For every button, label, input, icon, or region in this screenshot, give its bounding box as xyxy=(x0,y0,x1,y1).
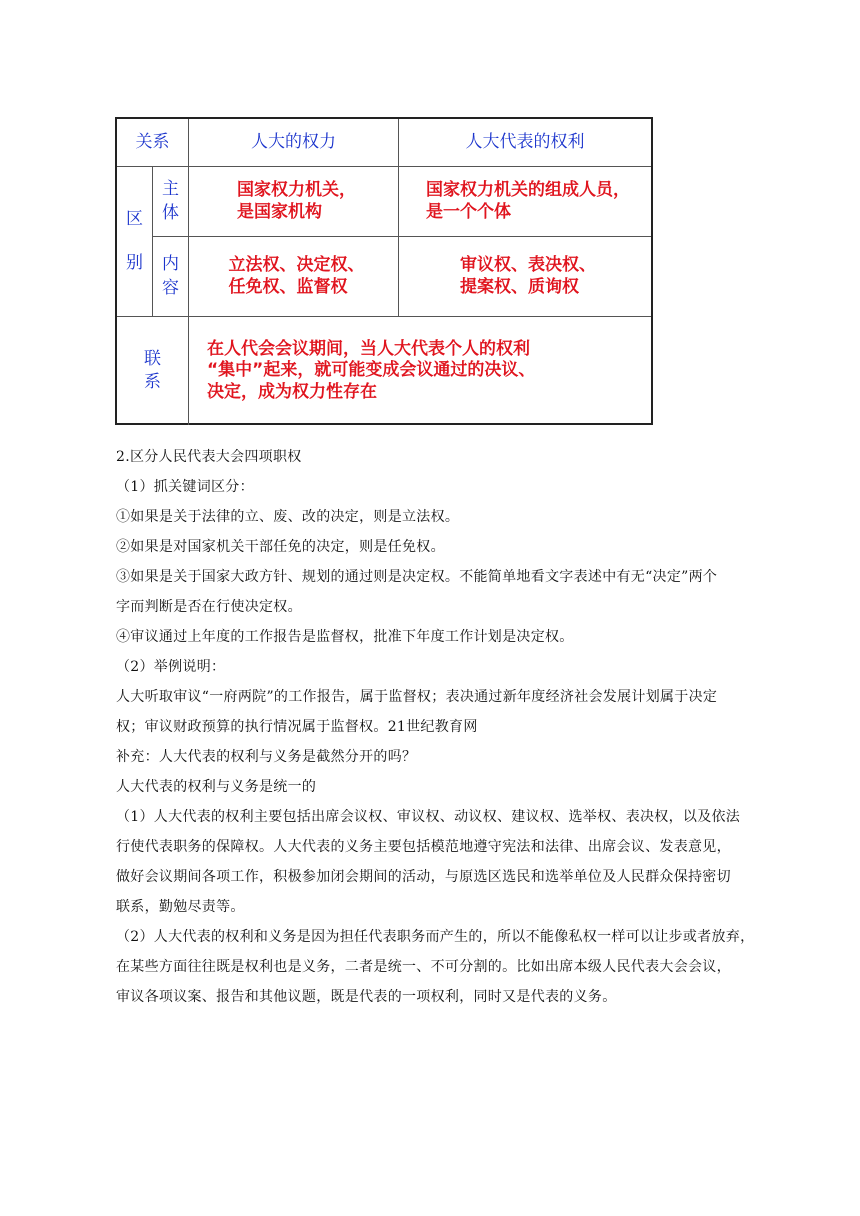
subject-label-char: 主 xyxy=(162,179,179,200)
comparison-table xyxy=(115,117,653,425)
header-deputy-right: 人大代表的权利 xyxy=(465,131,585,152)
paragraph-line: 权；审议财政预算的执行情况属于监督权。21世纪教育网 xyxy=(116,719,478,735)
subject-npc-line: 国家权力机关， xyxy=(237,180,356,201)
paragraph-line: ③如果是关于国家大政方针、规划的通过则是决定权。不能简单地看文字表述中有无“决定”两个 xyxy=(116,569,718,585)
subject-label-char: 体 xyxy=(162,202,179,223)
difference-label-char: 别 xyxy=(126,252,143,273)
content-deputy-line: 提案权、质询权 xyxy=(460,276,579,297)
section-heading: 2.区分人民代表大会四项职权 xyxy=(116,449,302,465)
content-npc-cell xyxy=(189,237,398,316)
connection-label xyxy=(117,317,188,425)
connection-line: 在人代会会议期间，当人大代表个人的权利 xyxy=(207,339,530,360)
header-npc-power: 人大的权力 xyxy=(251,131,336,152)
content-npc-line: 立法权、决定权、 xyxy=(228,255,365,276)
subject-deputy-line: 是一个个体 xyxy=(426,201,511,222)
subject-deputy-line: 国家权力机关的组成人员， xyxy=(426,180,630,201)
subject-npc-line: 是国家机构 xyxy=(237,201,322,222)
content-deputy-line: 审议权、表决权、 xyxy=(460,255,596,276)
content-deputy-cell xyxy=(399,237,651,316)
paragraph-line: ②如果是对国家机关干部任免的决定，则是任免权。 xyxy=(116,539,445,555)
paragraph-line: 字而判断是否在行使决定权。 xyxy=(116,599,302,615)
paragraph-line: 人大代表的权利与义务是统一的 xyxy=(116,779,317,795)
difference-label xyxy=(117,167,152,316)
body-text xyxy=(116,442,766,1012)
paragraph-line: 人大听取审议“一府两院”的工作报告，属于监督权；表决通过新年度经济社会发展计划属于决定 xyxy=(116,689,718,705)
paragraph-line: 审议各项议案、报告和其他议题，既是代表的一项权利，同时又是代表的义务。 xyxy=(116,989,617,1005)
content-label-char: 容 xyxy=(162,277,179,298)
connection-label-char: 联 xyxy=(144,348,161,369)
subject-label xyxy=(153,167,188,236)
paragraph-line: 行使代表职务的保障权。人大代表的义务主要包括模范地遵守宪法和法律、出席会议、发表意见， xyxy=(116,839,731,855)
paragraph-line: 做好会议期间各项工作，积极参加闭会期间的活动，与原选区选民和选举单位及人民群众保持密切 xyxy=(116,869,731,885)
connection-label-char: 系 xyxy=(144,372,161,392)
content-npc-line: 任免权、监督权 xyxy=(228,276,348,297)
paragraph-line: 联系，勤勉尽责等。 xyxy=(116,899,245,915)
subject-npc-cell xyxy=(189,167,398,236)
paragraph-line: 在某些方面往往既是权利也是义务，二者是统一、不可分割的。比如出席本级人民代表大会会议， xyxy=(116,959,731,975)
sub-heading: （2）举例说明： xyxy=(116,659,226,675)
content-label-char: 内 xyxy=(162,254,179,275)
paragraph-line: ①如果是关于法律的立、废、改的决定，则是立法权。 xyxy=(116,509,460,525)
connection-line: 决定，成为权力性存在 xyxy=(207,381,377,402)
paragraph-line: ④审议通过上年度的工作报告是监督权，批准下年度工作计划是决定权。 xyxy=(116,629,574,645)
question-line: 补充：人大代表的权利与义务是截然分开的吗？ xyxy=(116,749,417,765)
connection-line: “集中”起来，就可能变成会议通过的决议、 xyxy=(207,360,536,381)
paragraph-line: （2）人大代表的权利和义务是因为担任代表职务而产生的，所以不能像私权一样可以让步或者放弃， xyxy=(116,929,755,945)
header-relation: 关系 xyxy=(135,131,170,152)
difference-label-char: 区 xyxy=(126,209,143,230)
connection-cell xyxy=(189,317,651,425)
subject-deputy-cell xyxy=(399,167,651,236)
paragraph-line: （1）人大代表的权利主要包括出席会议权、审议权、动议权、建议权、选举权、表决权，以及依法 xyxy=(116,809,741,825)
content-label xyxy=(153,237,188,316)
sub-heading: （1）抓关键词区分： xyxy=(116,479,254,495)
